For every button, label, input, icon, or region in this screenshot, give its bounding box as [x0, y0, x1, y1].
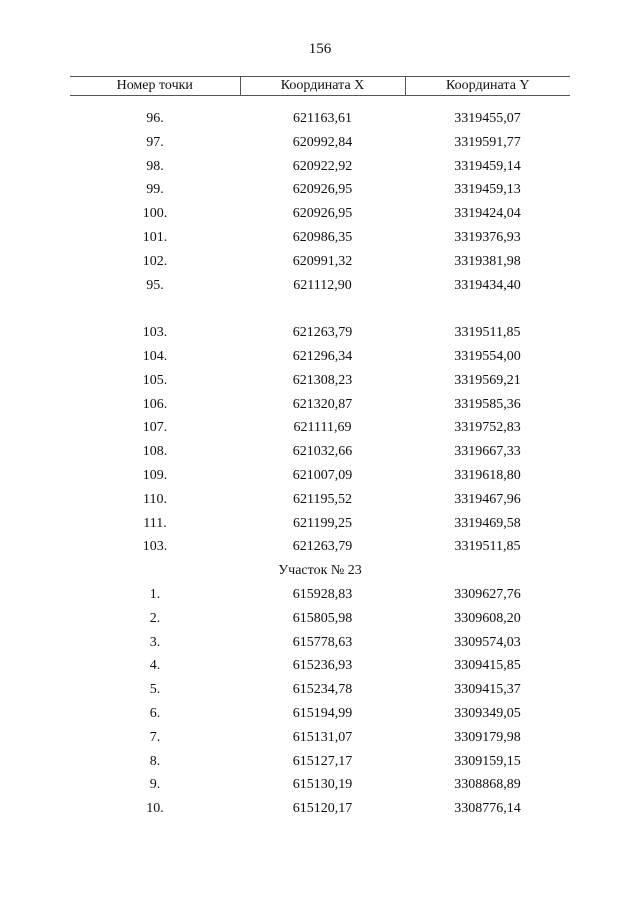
coordinate-x-cell: 620991,32 — [292, 253, 353, 269]
point-number-cell: 8. — [149, 753, 161, 769]
header-point-number: Номер точки — [70, 77, 240, 96]
coordinate-x-cell: 615131,07 — [292, 729, 353, 745]
point-number-cell: 6. — [149, 705, 161, 721]
coordinate-y-cell: 3319467,96 — [454, 491, 521, 507]
table-row — [70, 678, 570, 702]
coordinate-y-cell: 3309627,76 — [454, 586, 521, 602]
spacer-cell — [70, 96, 570, 108]
section-row — [70, 559, 570, 583]
coordinate-x-cell: 620926,95 — [292, 182, 353, 198]
coordinate-y-cell: 3309349,05 — [454, 705, 521, 721]
table-row — [70, 535, 570, 559]
header-coordinate-y: Координата Y — [405, 77, 570, 96]
point-number-cell: 3. — [149, 634, 161, 650]
point-number-cell: 110. — [143, 491, 167, 507]
coordinate-y-cell: 3309574,03 — [454, 634, 521, 650]
table-row — [70, 631, 570, 655]
table-row — [70, 416, 570, 440]
point-number-cell: 5. — [149, 682, 161, 698]
table-row — [70, 607, 570, 631]
point-number-cell: 4. — [149, 658, 161, 674]
point-number-cell: 2. — [149, 610, 161, 626]
coordinates-table — [70, 76, 570, 821]
table-row — [70, 702, 570, 726]
coordinate-y-cell: 3319459,14 — [454, 158, 521, 174]
point-number-cell: 105. — [142, 372, 168, 388]
table-row — [70, 440, 570, 464]
header-coordinate-x: Координата X — [240, 77, 405, 96]
point-number-cell: 107. — [142, 420, 168, 436]
coordinate-x-cell: 621320,87 — [292, 396, 353, 412]
coordinate-x-cell: 615236,93 — [292, 658, 353, 674]
point-number-cell: 111. — [143, 515, 167, 531]
coordinate-y-cell: 3319424,04 — [454, 206, 521, 222]
table-row — [70, 345, 570, 369]
coordinate-y-cell: 3319455,07 — [454, 111, 521, 126]
table-row — [70, 202, 570, 226]
coordinate-y-cell: 3319569,21 — [454, 372, 521, 388]
point-number-cell: 10. — [146, 801, 164, 817]
coordinate-x-cell: 621296,34 — [292, 348, 353, 364]
coordinate-y-cell: 3309608,20 — [454, 610, 521, 626]
table-row — [70, 321, 570, 345]
coordinate-y-cell: 3319511,85 — [454, 325, 521, 341]
point-number-cell: 97. — [146, 134, 164, 150]
point-number-cell: 108. — [142, 444, 168, 460]
point-number-cell: 109. — [142, 467, 168, 483]
point-number-cell: 104. — [142, 348, 168, 364]
coordinate-x-cell: 620992,84 — [292, 134, 353, 150]
coordinate-x-cell: 615805,98 — [292, 610, 353, 626]
coordinate-y-cell: 3319667,33 — [454, 444, 521, 460]
table-row — [70, 583, 570, 607]
coordinate-x-cell: 620926,95 — [292, 206, 353, 222]
table-row — [70, 226, 570, 250]
coordinate-x-cell: 621195,52 — [293, 491, 352, 507]
coordinate-y-cell: 3319554,00 — [454, 348, 521, 364]
coordinate-y-cell: 3319434,40 — [454, 277, 521, 293]
coordinate-x-cell: 621112,90 — [293, 277, 352, 293]
coordinate-y-cell: 3319591,77 — [454, 134, 521, 150]
coordinate-x-cell: 621199,25 — [293, 515, 352, 531]
point-number-cell: 1. — [149, 586, 161, 602]
section-title: Участок № 23 — [278, 563, 362, 579]
coordinate-x-cell: 615928,83 — [292, 586, 353, 602]
table-row — [70, 107, 570, 131]
point-number-cell: 106. — [142, 396, 168, 412]
table-row — [70, 393, 570, 417]
coordinate-y-cell: 3319459,13 — [454, 182, 521, 198]
coordinate-x-cell: 621263,79 — [292, 325, 353, 341]
point-number-cell: 96. — [146, 111, 164, 126]
table-row — [70, 773, 570, 797]
point-number-cell: 7. — [149, 729, 161, 745]
coordinate-x-cell: 615778,63 — [292, 634, 353, 650]
table-row — [70, 488, 570, 512]
point-number-cell: 9. — [149, 777, 161, 793]
point-number-cell: 98. — [146, 158, 164, 174]
spacer-row — [70, 297, 570, 321]
point-number-cell: 100. — [142, 206, 168, 222]
coordinate-y-cell: 3319381,98 — [454, 253, 521, 269]
coordinate-y-cell: 3319376,93 — [454, 229, 521, 245]
coordinate-x-cell: 615194,99 — [292, 705, 353, 721]
coordinate-y-cell: 3319469,58 — [454, 515, 521, 531]
point-number-cell: 102. — [142, 253, 168, 269]
coordinate-x-cell: 615127,17 — [292, 753, 353, 769]
coordinate-y-cell: 3309415,85 — [454, 658, 521, 674]
coordinate-x-cell: 621163,61 — [293, 111, 352, 126]
coordinate-y-cell: 3308776,14 — [454, 801, 521, 817]
coordinate-x-cell: 620986,35 — [292, 229, 353, 245]
table-row — [70, 131, 570, 155]
table-row — [70, 750, 570, 774]
table-body — [70, 96, 570, 821]
table-row — [70, 369, 570, 393]
table-header — [70, 77, 570, 96]
coordinate-x-cell: 615234,78 — [292, 682, 353, 698]
coordinate-x-cell: 621111,69 — [293, 420, 352, 436]
table-row — [70, 464, 570, 488]
table-row — [70, 797, 570, 821]
spacer-row — [70, 96, 570, 108]
coordinate-x-cell: 621032,66 — [292, 444, 353, 460]
coordinate-x-cell: 615120,17 — [292, 801, 353, 817]
point-number-cell: 101. — [142, 229, 168, 245]
table-row — [70, 512, 570, 536]
coordinate-y-cell: 3309415,37 — [454, 682, 521, 698]
coordinate-x-cell: 621308,23 — [292, 372, 353, 388]
page-number: 156 — [308, 41, 332, 57]
coordinate-y-cell: 3319618,80 — [454, 467, 521, 483]
table-row — [70, 726, 570, 750]
coordinate-x-cell: 615130,19 — [292, 777, 353, 793]
table-row — [70, 178, 570, 202]
point-number-cell: 103. — [142, 325, 168, 341]
point-number-cell: 99. — [146, 182, 164, 198]
table-row — [70, 155, 570, 179]
coordinate-x-cell: 621263,79 — [292, 539, 353, 555]
coordinate-y-cell: 3319511,85 — [454, 539, 521, 555]
coordinate-y-cell: 3309179,98 — [454, 729, 521, 745]
coordinate-y-cell: 3309159,15 — [454, 753, 521, 769]
coordinate-y-cell: 3319585,36 — [454, 396, 521, 412]
coordinate-y-cell: 3308868,89 — [454, 777, 521, 793]
spacer-cell — [70, 297, 570, 321]
table-row — [70, 250, 570, 274]
coordinate-y-cell: 3319752,83 — [454, 420, 521, 436]
coordinate-x-cell: 621007,09 — [292, 467, 353, 483]
point-number-cell: 103. — [142, 539, 168, 555]
table-row — [70, 654, 570, 678]
coordinate-x-cell: 620922,92 — [292, 158, 353, 174]
point-number-cell: 95. — [146, 277, 164, 293]
table-row — [70, 274, 570, 298]
